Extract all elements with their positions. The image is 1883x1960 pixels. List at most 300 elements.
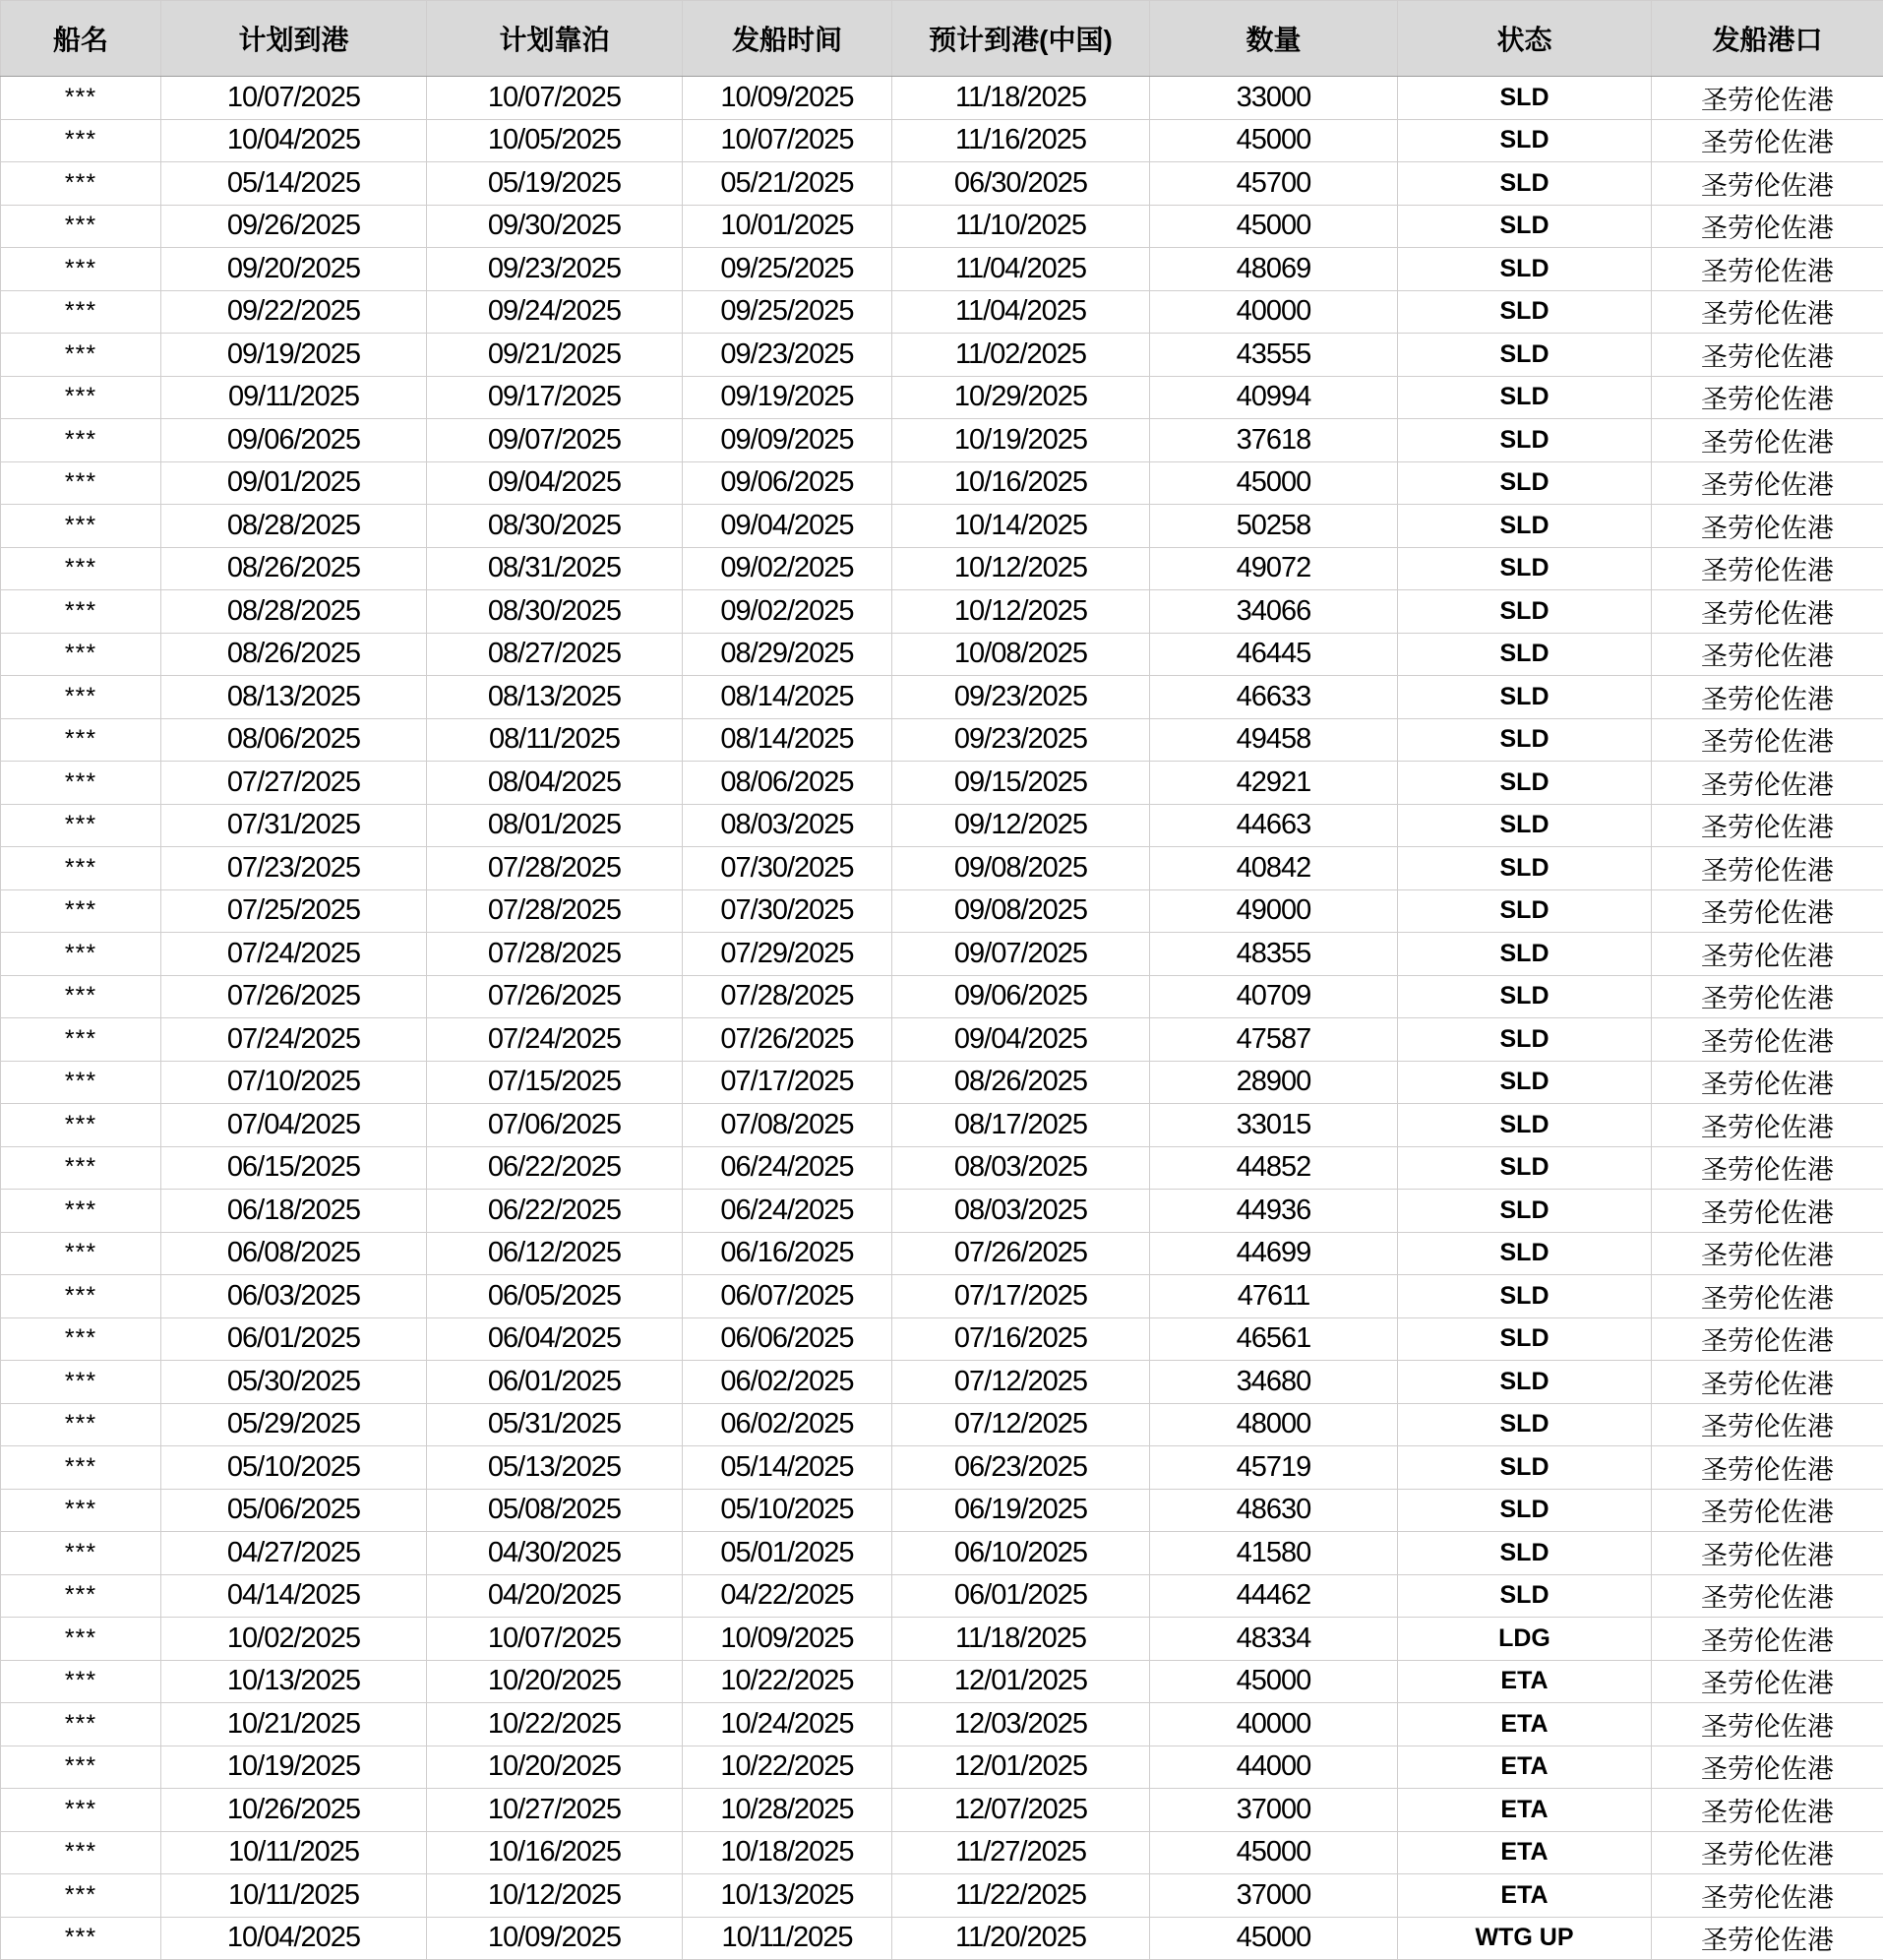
cell-planned_arrival[interactable]: 07/25/2025 (161, 889, 427, 933)
cell-quantity[interactable]: 44663 (1150, 804, 1398, 847)
cell-departure_port[interactable]: 圣劳伦佐港 (1652, 1361, 1883, 1404)
cell-status[interactable]: SLD (1398, 762, 1652, 805)
cell-quantity[interactable]: 48355 (1150, 933, 1398, 976)
cell-departure_time[interactable]: 09/04/2025 (683, 505, 892, 548)
cell-eta_china[interactable]: 11/20/2025 (892, 1917, 1150, 1960)
header-planned-arrival[interactable]: 计划到港 (161, 1, 427, 77)
cell-planned_arrival[interactable]: 10/26/2025 (161, 1789, 427, 1832)
cell-quantity[interactable]: 37000 (1150, 1789, 1398, 1832)
cell-planned_arrival[interactable]: 10/11/2025 (161, 1874, 427, 1918)
cell-planned_arrival[interactable]: 07/04/2025 (161, 1104, 427, 1147)
cell-status[interactable]: SLD (1398, 676, 1652, 719)
cell-eta_china[interactable]: 11/18/2025 (892, 1618, 1150, 1661)
cell-departure_port[interactable]: 圣劳伦佐港 (1652, 762, 1883, 805)
cell-planned_berth[interactable]: 08/27/2025 (427, 633, 683, 676)
cell-eta_china[interactable]: 11/04/2025 (892, 248, 1150, 291)
cell-planned_berth[interactable]: 07/24/2025 (427, 1018, 683, 1062)
cell-status[interactable]: SLD (1398, 1018, 1652, 1062)
cell-planned_berth[interactable]: 09/17/2025 (427, 376, 683, 419)
cell-eta_china[interactable]: 09/06/2025 (892, 975, 1150, 1018)
cell-eta_china[interactable]: 10/12/2025 (892, 590, 1150, 634)
cell-ship[interactable]: *** (1, 1104, 161, 1147)
cell-ship[interactable]: *** (1, 1403, 161, 1446)
cell-planned_berth[interactable]: 09/04/2025 (427, 461, 683, 505)
cell-quantity[interactable]: 45000 (1150, 205, 1398, 248)
cell-planned_arrival[interactable]: 06/18/2025 (161, 1190, 427, 1233)
cell-departure_time[interactable]: 08/03/2025 (683, 804, 892, 847)
cell-ship[interactable]: *** (1, 1874, 161, 1918)
header-departure-time[interactable]: 发船时间 (683, 1, 892, 77)
cell-ship[interactable]: *** (1, 1317, 161, 1361)
cell-status[interactable]: WTG UP (1398, 1917, 1652, 1960)
cell-ship[interactable]: *** (1, 162, 161, 206)
cell-planned_arrival[interactable]: 05/29/2025 (161, 1403, 427, 1446)
cell-planned_berth[interactable]: 08/13/2025 (427, 676, 683, 719)
cell-eta_china[interactable]: 07/12/2025 (892, 1361, 1150, 1404)
cell-ship[interactable]: *** (1, 1361, 161, 1404)
cell-eta_china[interactable]: 10/19/2025 (892, 419, 1150, 462)
cell-planned_berth[interactable]: 10/27/2025 (427, 1789, 683, 1832)
cell-eta_china[interactable]: 08/26/2025 (892, 1061, 1150, 1104)
cell-status[interactable]: SLD (1398, 547, 1652, 590)
cell-planned_arrival[interactable]: 10/04/2025 (161, 119, 427, 162)
cell-departure_port[interactable]: 圣劳伦佐港 (1652, 1146, 1883, 1190)
cell-status[interactable]: SLD (1398, 1317, 1652, 1361)
cell-planned_berth[interactable]: 09/24/2025 (427, 290, 683, 334)
cell-ship[interactable]: *** (1, 1746, 161, 1789)
cell-departure_port[interactable]: 圣劳伦佐港 (1652, 1018, 1883, 1062)
cell-planned_berth[interactable]: 05/13/2025 (427, 1446, 683, 1490)
cell-ship[interactable]: *** (1, 889, 161, 933)
cell-ship[interactable]: *** (1, 1146, 161, 1190)
cell-quantity[interactable]: 45000 (1150, 1831, 1398, 1874)
cell-quantity[interactable]: 34680 (1150, 1361, 1398, 1404)
cell-planned_berth[interactable]: 07/06/2025 (427, 1104, 683, 1147)
cell-eta_china[interactable]: 09/15/2025 (892, 762, 1150, 805)
cell-departure_port[interactable]: 圣劳伦佐港 (1652, 334, 1883, 377)
cell-quantity[interactable]: 47611 (1150, 1275, 1398, 1318)
cell-ship[interactable]: *** (1, 1532, 161, 1575)
cell-quantity[interactable]: 45000 (1150, 119, 1398, 162)
cell-planned_berth[interactable]: 07/28/2025 (427, 847, 683, 890)
cell-departure_port[interactable]: 圣劳伦佐港 (1652, 376, 1883, 419)
cell-status[interactable]: SLD (1398, 1190, 1652, 1233)
cell-status[interactable]: SLD (1398, 1104, 1652, 1147)
cell-ship[interactable]: *** (1, 1061, 161, 1104)
cell-ship[interactable]: *** (1, 1018, 161, 1062)
cell-ship[interactable]: *** (1, 1660, 161, 1703)
cell-departure_port[interactable]: 圣劳伦佐港 (1652, 505, 1883, 548)
cell-departure_port[interactable]: 圣劳伦佐港 (1652, 1275, 1883, 1318)
cell-planned_arrival[interactable]: 10/21/2025 (161, 1703, 427, 1746)
cell-planned_berth[interactable]: 06/05/2025 (427, 1275, 683, 1318)
cell-eta_china[interactable]: 11/27/2025 (892, 1831, 1150, 1874)
cell-quantity[interactable]: 45700 (1150, 162, 1398, 206)
cell-planned_berth[interactable]: 09/30/2025 (427, 205, 683, 248)
cell-status[interactable]: ETA (1398, 1789, 1652, 1832)
cell-eta_china[interactable]: 11/16/2025 (892, 119, 1150, 162)
cell-departure_port[interactable]: 圣劳伦佐港 (1652, 1574, 1883, 1618)
cell-planned_berth[interactable]: 04/30/2025 (427, 1532, 683, 1575)
cell-departure_port[interactable]: 圣劳伦佐港 (1652, 77, 1883, 120)
cell-status[interactable]: SLD (1398, 889, 1652, 933)
cell-eta_china[interactable]: 06/30/2025 (892, 162, 1150, 206)
cell-status[interactable]: SLD (1398, 1061, 1652, 1104)
cell-ship[interactable]: *** (1, 847, 161, 890)
cell-quantity[interactable]: 44462 (1150, 1574, 1398, 1618)
cell-departure_time[interactable]: 10/09/2025 (683, 1618, 892, 1661)
cell-ship[interactable]: *** (1, 1831, 161, 1874)
cell-planned_berth[interactable]: 06/04/2025 (427, 1317, 683, 1361)
cell-status[interactable]: ETA (1398, 1660, 1652, 1703)
cell-quantity[interactable]: 44852 (1150, 1146, 1398, 1190)
cell-eta_china[interactable]: 10/29/2025 (892, 376, 1150, 419)
cell-planned_arrival[interactable]: 09/01/2025 (161, 461, 427, 505)
cell-departure_port[interactable]: 圣劳伦佐港 (1652, 1403, 1883, 1446)
cell-quantity[interactable]: 48630 (1150, 1489, 1398, 1532)
cell-departure_port[interactable]: 圣劳伦佐港 (1652, 1703, 1883, 1746)
cell-ship[interactable]: *** (1, 718, 161, 762)
cell-departure_time[interactable]: 07/30/2025 (683, 847, 892, 890)
cell-departure_port[interactable]: 圣劳伦佐港 (1652, 1746, 1883, 1789)
cell-status[interactable]: SLD (1398, 248, 1652, 291)
cell-planned_berth[interactable]: 08/30/2025 (427, 505, 683, 548)
cell-ship[interactable]: *** (1, 1446, 161, 1490)
cell-planned_berth[interactable]: 05/19/2025 (427, 162, 683, 206)
cell-planned_arrival[interactable]: 04/27/2025 (161, 1532, 427, 1575)
cell-planned_berth[interactable]: 10/20/2025 (427, 1660, 683, 1703)
cell-departure_port[interactable]: 圣劳伦佐港 (1652, 1660, 1883, 1703)
cell-eta_china[interactable]: 09/12/2025 (892, 804, 1150, 847)
cell-status[interactable]: SLD (1398, 1446, 1652, 1490)
cell-departure_time[interactable]: 09/06/2025 (683, 461, 892, 505)
cell-eta_china[interactable]: 09/23/2025 (892, 718, 1150, 762)
cell-status[interactable]: ETA (1398, 1831, 1652, 1874)
cell-planned_berth[interactable]: 08/31/2025 (427, 547, 683, 590)
cell-eta_china[interactable]: 09/08/2025 (892, 889, 1150, 933)
cell-ship[interactable]: *** (1, 248, 161, 291)
cell-planned_berth[interactable]: 08/01/2025 (427, 804, 683, 847)
cell-departure_time[interactable]: 07/29/2025 (683, 933, 892, 976)
cell-status[interactable]: SLD (1398, 1574, 1652, 1618)
cell-planned_arrival[interactable]: 09/06/2025 (161, 419, 427, 462)
cell-departure_port[interactable]: 圣劳伦佐港 (1652, 676, 1883, 719)
cell-ship[interactable]: *** (1, 1618, 161, 1661)
cell-status[interactable]: SLD (1398, 1403, 1652, 1446)
cell-planned_berth[interactable]: 06/22/2025 (427, 1146, 683, 1190)
cell-planned_arrival[interactable]: 07/24/2025 (161, 933, 427, 976)
cell-status[interactable]: SLD (1398, 77, 1652, 120)
cell-eta_china[interactable]: 11/18/2025 (892, 77, 1150, 120)
cell-planned_berth[interactable]: 10/07/2025 (427, 1618, 683, 1661)
cell-planned_arrival[interactable]: 09/22/2025 (161, 290, 427, 334)
cell-planned_arrival[interactable]: 05/10/2025 (161, 1446, 427, 1490)
cell-eta_china[interactable]: 12/01/2025 (892, 1660, 1150, 1703)
cell-planned_arrival[interactable]: 08/06/2025 (161, 718, 427, 762)
cell-status[interactable]: SLD (1398, 804, 1652, 847)
cell-departure_time[interactable]: 07/17/2025 (683, 1061, 892, 1104)
cell-departure_time[interactable]: 10/18/2025 (683, 1831, 892, 1874)
cell-ship[interactable]: *** (1, 1275, 161, 1318)
cell-planned_arrival[interactable]: 06/15/2025 (161, 1146, 427, 1190)
cell-status[interactable]: SLD (1398, 461, 1652, 505)
cell-planned_berth[interactable]: 06/12/2025 (427, 1232, 683, 1275)
cell-status[interactable]: ETA (1398, 1703, 1652, 1746)
cell-eta_china[interactable]: 07/12/2025 (892, 1403, 1150, 1446)
cell-status[interactable]: SLD (1398, 933, 1652, 976)
cell-departure_time[interactable]: 10/24/2025 (683, 1703, 892, 1746)
cell-departure_port[interactable]: 圣劳伦佐港 (1652, 1489, 1883, 1532)
cell-planned_berth[interactable]: 09/07/2025 (427, 419, 683, 462)
cell-departure_time[interactable]: 09/09/2025 (683, 419, 892, 462)
cell-eta_china[interactable]: 06/10/2025 (892, 1532, 1150, 1575)
cell-eta_china[interactable]: 10/16/2025 (892, 461, 1150, 505)
cell-ship[interactable]: *** (1, 762, 161, 805)
cell-departure_port[interactable]: 圣劳伦佐港 (1652, 119, 1883, 162)
cell-planned_berth[interactable]: 06/01/2025 (427, 1361, 683, 1404)
cell-quantity[interactable]: 44000 (1150, 1746, 1398, 1789)
cell-status[interactable]: SLD (1398, 119, 1652, 162)
cell-departure_time[interactable]: 10/09/2025 (683, 77, 892, 120)
cell-ship[interactable]: *** (1, 461, 161, 505)
cell-quantity[interactable]: 47587 (1150, 1018, 1398, 1062)
cell-ship[interactable]: *** (1, 334, 161, 377)
cell-planned_arrival[interactable]: 09/20/2025 (161, 248, 427, 291)
cell-departure_time[interactable]: 07/08/2025 (683, 1104, 892, 1147)
cell-planned_arrival[interactable]: 10/02/2025 (161, 1618, 427, 1661)
cell-departure_time[interactable]: 10/13/2025 (683, 1874, 892, 1918)
cell-departure_time[interactable]: 08/14/2025 (683, 718, 892, 762)
cell-status[interactable]: SLD (1398, 1489, 1652, 1532)
cell-quantity[interactable]: 34066 (1150, 590, 1398, 634)
cell-ship[interactable]: *** (1, 1232, 161, 1275)
cell-quantity[interactable]: 37618 (1150, 419, 1398, 462)
header-departure-port[interactable]: 发船港口 (1652, 1, 1883, 77)
cell-planned_arrival[interactable]: 05/06/2025 (161, 1489, 427, 1532)
cell-planned_arrival[interactable]: 10/07/2025 (161, 77, 427, 120)
cell-quantity[interactable]: 40842 (1150, 847, 1398, 890)
cell-status[interactable]: SLD (1398, 290, 1652, 334)
cell-departure_port[interactable]: 圣劳伦佐港 (1652, 205, 1883, 248)
cell-quantity[interactable]: 45000 (1150, 1917, 1398, 1960)
cell-quantity[interactable]: 43555 (1150, 334, 1398, 377)
cell-departure_time[interactable]: 10/22/2025 (683, 1746, 892, 1789)
cell-eta_china[interactable]: 11/22/2025 (892, 1874, 1150, 1918)
cell-planned_arrival[interactable]: 09/11/2025 (161, 376, 427, 419)
cell-planned_arrival[interactable]: 08/13/2025 (161, 676, 427, 719)
cell-planned_berth[interactable]: 05/31/2025 (427, 1403, 683, 1446)
cell-planned_arrival[interactable]: 06/08/2025 (161, 1232, 427, 1275)
cell-departure_time[interactable]: 09/02/2025 (683, 547, 892, 590)
cell-planned_arrival[interactable]: 06/01/2025 (161, 1317, 427, 1361)
cell-ship[interactable]: *** (1, 290, 161, 334)
cell-quantity[interactable]: 42921 (1150, 762, 1398, 805)
cell-eta_china[interactable]: 08/17/2025 (892, 1104, 1150, 1147)
cell-departure_time[interactable]: 09/19/2025 (683, 376, 892, 419)
cell-status[interactable]: SLD (1398, 1146, 1652, 1190)
cell-quantity[interactable]: 44936 (1150, 1190, 1398, 1233)
cell-ship[interactable]: *** (1, 505, 161, 548)
cell-quantity[interactable]: 33015 (1150, 1104, 1398, 1147)
cell-eta_china[interactable]: 06/19/2025 (892, 1489, 1150, 1532)
cell-status[interactable]: SLD (1398, 334, 1652, 377)
cell-departure_time[interactable]: 10/11/2025 (683, 1917, 892, 1960)
header-status[interactable]: 状态 (1398, 1, 1652, 77)
cell-ship[interactable]: *** (1, 419, 161, 462)
header-ship-name[interactable]: 船名 (1, 1, 161, 77)
cell-departure_port[interactable]: 圣劳伦佐港 (1652, 290, 1883, 334)
cell-status[interactable]: SLD (1398, 1532, 1652, 1575)
cell-departure_time[interactable]: 05/01/2025 (683, 1532, 892, 1575)
cell-planned_berth[interactable]: 09/23/2025 (427, 248, 683, 291)
cell-planned_arrival[interactable]: 10/19/2025 (161, 1746, 427, 1789)
cell-planned_arrival[interactable]: 07/24/2025 (161, 1018, 427, 1062)
cell-eta_china[interactable]: 06/23/2025 (892, 1446, 1150, 1490)
cell-status[interactable]: SLD (1398, 718, 1652, 762)
cell-departure_time[interactable]: 05/10/2025 (683, 1489, 892, 1532)
cell-departure_port[interactable]: 圣劳伦佐港 (1652, 975, 1883, 1018)
cell-planned_berth[interactable]: 08/04/2025 (427, 762, 683, 805)
cell-eta_china[interactable]: 12/03/2025 (892, 1703, 1150, 1746)
cell-departure_time[interactable]: 05/14/2025 (683, 1446, 892, 1490)
cell-planned_arrival[interactable]: 08/28/2025 (161, 590, 427, 634)
cell-planned_arrival[interactable]: 07/31/2025 (161, 804, 427, 847)
cell-planned_berth[interactable]: 04/20/2025 (427, 1574, 683, 1618)
cell-ship[interactable]: *** (1, 1190, 161, 1233)
cell-departure_time[interactable]: 06/16/2025 (683, 1232, 892, 1275)
cell-quantity[interactable]: 46445 (1150, 633, 1398, 676)
cell-eta_china[interactable]: 09/23/2025 (892, 676, 1150, 719)
cell-departure_port[interactable]: 圣劳伦佐港 (1652, 718, 1883, 762)
cell-planned_arrival[interactable]: 09/26/2025 (161, 205, 427, 248)
cell-quantity[interactable]: 48069 (1150, 248, 1398, 291)
cell-status[interactable]: SLD (1398, 376, 1652, 419)
cell-eta_china[interactable]: 08/03/2025 (892, 1190, 1150, 1233)
cell-departure_time[interactable]: 07/28/2025 (683, 975, 892, 1018)
cell-departure_time[interactable]: 06/02/2025 (683, 1361, 892, 1404)
cell-ship[interactable]: *** (1, 376, 161, 419)
cell-eta_china[interactable]: 10/14/2025 (892, 505, 1150, 548)
cell-ship[interactable]: *** (1, 77, 161, 120)
cell-departure_port[interactable]: 圣劳伦佐港 (1652, 1789, 1883, 1832)
cell-departure_port[interactable]: 圣劳伦佐港 (1652, 1446, 1883, 1490)
cell-departure_time[interactable]: 09/25/2025 (683, 248, 892, 291)
cell-planned_berth[interactable]: 07/15/2025 (427, 1061, 683, 1104)
cell-departure_port[interactable]: 圣劳伦佐港 (1652, 633, 1883, 676)
cell-departure_port[interactable]: 圣劳伦佐港 (1652, 1532, 1883, 1575)
cell-ship[interactable]: *** (1, 1489, 161, 1532)
cell-planned_arrival[interactable]: 06/03/2025 (161, 1275, 427, 1318)
cell-departure_port[interactable]: 圣劳伦佐港 (1652, 1104, 1883, 1147)
cell-quantity[interactable]: 49000 (1150, 889, 1398, 933)
cell-departure_time[interactable]: 05/21/2025 (683, 162, 892, 206)
cell-departure_time[interactable]: 10/22/2025 (683, 1660, 892, 1703)
cell-departure_time[interactable]: 06/07/2025 (683, 1275, 892, 1318)
cell-departure_port[interactable]: 圣劳伦佐港 (1652, 1618, 1883, 1661)
cell-planned_berth[interactable]: 10/16/2025 (427, 1831, 683, 1874)
cell-ship[interactable]: *** (1, 676, 161, 719)
cell-status[interactable]: SLD (1398, 1232, 1652, 1275)
cell-departure_time[interactable]: 08/14/2025 (683, 676, 892, 719)
header-quantity[interactable]: 数量 (1150, 1, 1398, 77)
cell-status[interactable]: SLD (1398, 1361, 1652, 1404)
cell-eta_china[interactable]: 09/08/2025 (892, 847, 1150, 890)
cell-planned_arrival[interactable]: 07/10/2025 (161, 1061, 427, 1104)
cell-status[interactable]: SLD (1398, 975, 1652, 1018)
cell-eta_china[interactable]: 07/17/2025 (892, 1275, 1150, 1318)
cell-planned_arrival[interactable]: 07/27/2025 (161, 762, 427, 805)
cell-status[interactable]: SLD (1398, 505, 1652, 548)
cell-status[interactable]: SLD (1398, 1275, 1652, 1318)
cell-planned_berth[interactable]: 10/09/2025 (427, 1917, 683, 1960)
header-planned-berth[interactable]: 计划靠泊 (427, 1, 683, 77)
cell-eta_china[interactable]: 11/10/2025 (892, 205, 1150, 248)
cell-departure_port[interactable]: 圣劳伦佐港 (1652, 1190, 1883, 1233)
cell-departure_time[interactable]: 08/29/2025 (683, 633, 892, 676)
cell-departure_port[interactable]: 圣劳伦佐港 (1652, 1917, 1883, 1960)
cell-departure_time[interactable]: 10/07/2025 (683, 119, 892, 162)
cell-departure_port[interactable]: 圣劳伦佐港 (1652, 804, 1883, 847)
cell-quantity[interactable]: 40709 (1150, 975, 1398, 1018)
cell-departure_time[interactable]: 06/24/2025 (683, 1146, 892, 1190)
cell-quantity[interactable]: 45000 (1150, 461, 1398, 505)
cell-quantity[interactable]: 40000 (1150, 1703, 1398, 1746)
cell-status[interactable]: SLD (1398, 205, 1652, 248)
cell-planned_arrival[interactable]: 10/04/2025 (161, 1917, 427, 1960)
cell-ship[interactable]: *** (1, 205, 161, 248)
cell-quantity[interactable]: 44699 (1150, 1232, 1398, 1275)
cell-departure_time[interactable]: 10/01/2025 (683, 205, 892, 248)
cell-departure_port[interactable]: 圣劳伦佐港 (1652, 1317, 1883, 1361)
cell-planned_berth[interactable]: 05/08/2025 (427, 1489, 683, 1532)
cell-status[interactable]: LDG (1398, 1618, 1652, 1661)
cell-planned_berth[interactable]: 10/05/2025 (427, 119, 683, 162)
cell-eta_china[interactable]: 09/04/2025 (892, 1018, 1150, 1062)
cell-eta_china[interactable]: 06/01/2025 (892, 1574, 1150, 1618)
cell-departure_port[interactable]: 圣劳伦佐港 (1652, 1831, 1883, 1874)
cell-eta_china[interactable]: 07/16/2025 (892, 1317, 1150, 1361)
cell-quantity[interactable]: 28900 (1150, 1061, 1398, 1104)
cell-departure_time[interactable]: 08/06/2025 (683, 762, 892, 805)
cell-departure_time[interactable]: 07/26/2025 (683, 1018, 892, 1062)
cell-ship[interactable]: *** (1, 1917, 161, 1960)
cell-quantity[interactable]: 40994 (1150, 376, 1398, 419)
cell-ship[interactable]: *** (1, 590, 161, 634)
cell-quantity[interactable]: 37000 (1150, 1874, 1398, 1918)
cell-planned_berth[interactable]: 07/26/2025 (427, 975, 683, 1018)
cell-planned_arrival[interactable]: 04/14/2025 (161, 1574, 427, 1618)
cell-planned_berth[interactable]: 07/28/2025 (427, 889, 683, 933)
cell-planned_arrival[interactable]: 08/26/2025 (161, 547, 427, 590)
cell-quantity[interactable]: 41580 (1150, 1532, 1398, 1575)
cell-departure_time[interactable]: 06/06/2025 (683, 1317, 892, 1361)
cell-quantity[interactable]: 49458 (1150, 718, 1398, 762)
cell-departure_port[interactable]: 圣劳伦佐港 (1652, 847, 1883, 890)
cell-status[interactable]: SLD (1398, 162, 1652, 206)
cell-planned_berth[interactable]: 10/22/2025 (427, 1703, 683, 1746)
cell-departure_port[interactable]: 圣劳伦佐港 (1652, 590, 1883, 634)
cell-planned_arrival[interactable]: 07/23/2025 (161, 847, 427, 890)
cell-planned_berth[interactable]: 10/07/2025 (427, 77, 683, 120)
cell-departure_time[interactable]: 07/30/2025 (683, 889, 892, 933)
cell-status[interactable]: ETA (1398, 1746, 1652, 1789)
cell-quantity[interactable]: 46633 (1150, 676, 1398, 719)
cell-ship[interactable]: *** (1, 804, 161, 847)
cell-quantity[interactable]: 46561 (1150, 1317, 1398, 1361)
cell-planned_berth[interactable]: 10/20/2025 (427, 1746, 683, 1789)
cell-quantity[interactable]: 45719 (1150, 1446, 1398, 1490)
cell-quantity[interactable]: 50258 (1150, 505, 1398, 548)
